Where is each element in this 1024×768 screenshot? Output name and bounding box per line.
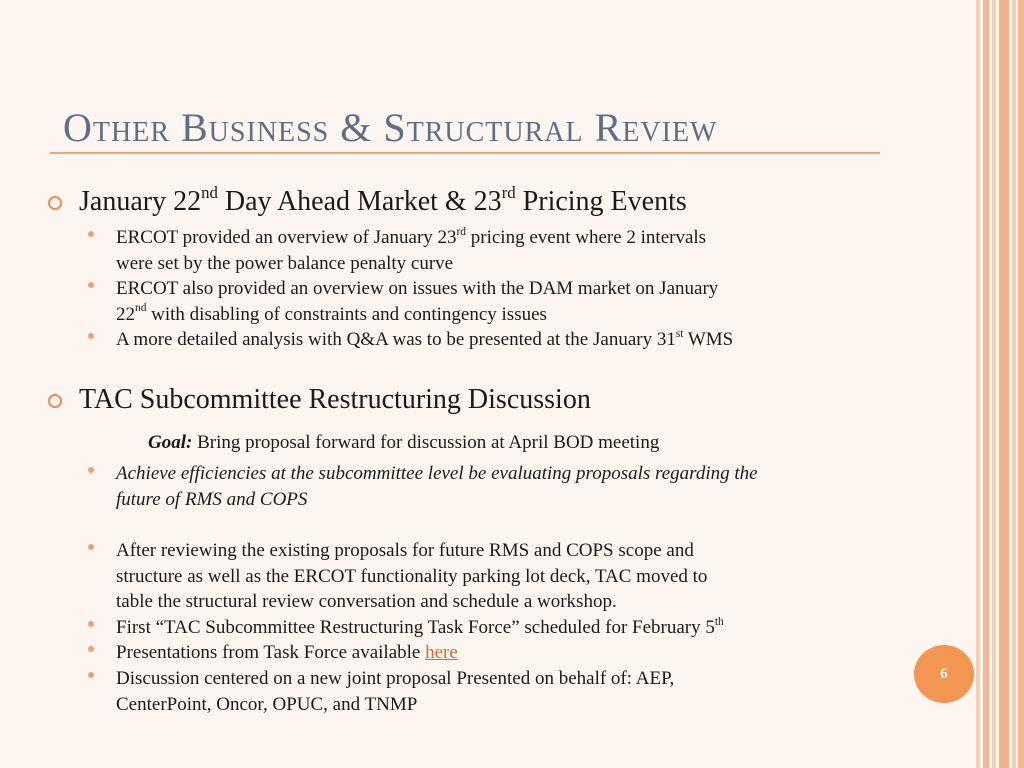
page-number-badge: 6 [914,645,974,703]
list-item: ERCOT provided an overview of January 23rd pricing event where 2 intervals were set by the power balance penalty curve [116,225,706,276]
list-item: ERCOT also provided an overview on issues with the DAM market on January 22nd with disabling of constraints and contingency issues [116,276,718,327]
here-link[interactable]: here [425,642,458,663]
bullet-dot-icon [88,467,94,473]
decorative-stripe [992,0,996,768]
section2-heading: TAC Subcommittee Restructuring Discussion [79,384,591,416]
decorative-stripe [976,0,980,768]
decorative-stripe [983,0,989,768]
list-item: A more detailed analysis with Q&A was to be presented at the January 31st WMS [116,327,733,353]
list-item: Discussion centered on a new joint proposal Presented on behalf of: AEP, CenterPoint, Oncor, OPUC, and TNMP [116,666,674,717]
list-item: First “TAC Subcommittee Restructuring Task Force” scheduled for February 5th [116,615,724,641]
bullet-circle-icon [48,394,62,408]
bullet-dot-icon [88,231,94,237]
bullet-dot-icon [88,621,94,627]
decorative-stripe [1018,0,1024,768]
bullet-circle-icon [48,196,62,210]
list-item: Achieve efficiencies at the subcommittee level be evaluating proposals regarding the future of RMS and COPS [116,461,758,512]
decorative-stripe [1012,0,1016,768]
bullet-dot-icon [88,646,94,652]
goal-line: Goal: Bring proposal forward for discussion at April BOD meeting [148,432,660,453]
decorative-stripe [999,0,1009,768]
bullet-dot-icon [88,672,94,678]
slide-title: Other Business & Structural Review [63,105,718,150]
bullet-dot-icon [88,282,94,288]
bullet-dot-icon [88,544,94,550]
title-underline [50,152,880,154]
section1-heading: January 22nd Day Ahead Market & 23rd Pricing Events [79,186,687,218]
list-item: After reviewing the existing proposals for future RMS and COPS scope and structure as well as the ERCOT functionality parking lot deck, TAC moved to table the structural review conversation and schedule a workshop. [116,538,707,615]
bullet-dot-icon [88,333,94,339]
list-item: Presentations from Task Force available here [116,640,458,666]
